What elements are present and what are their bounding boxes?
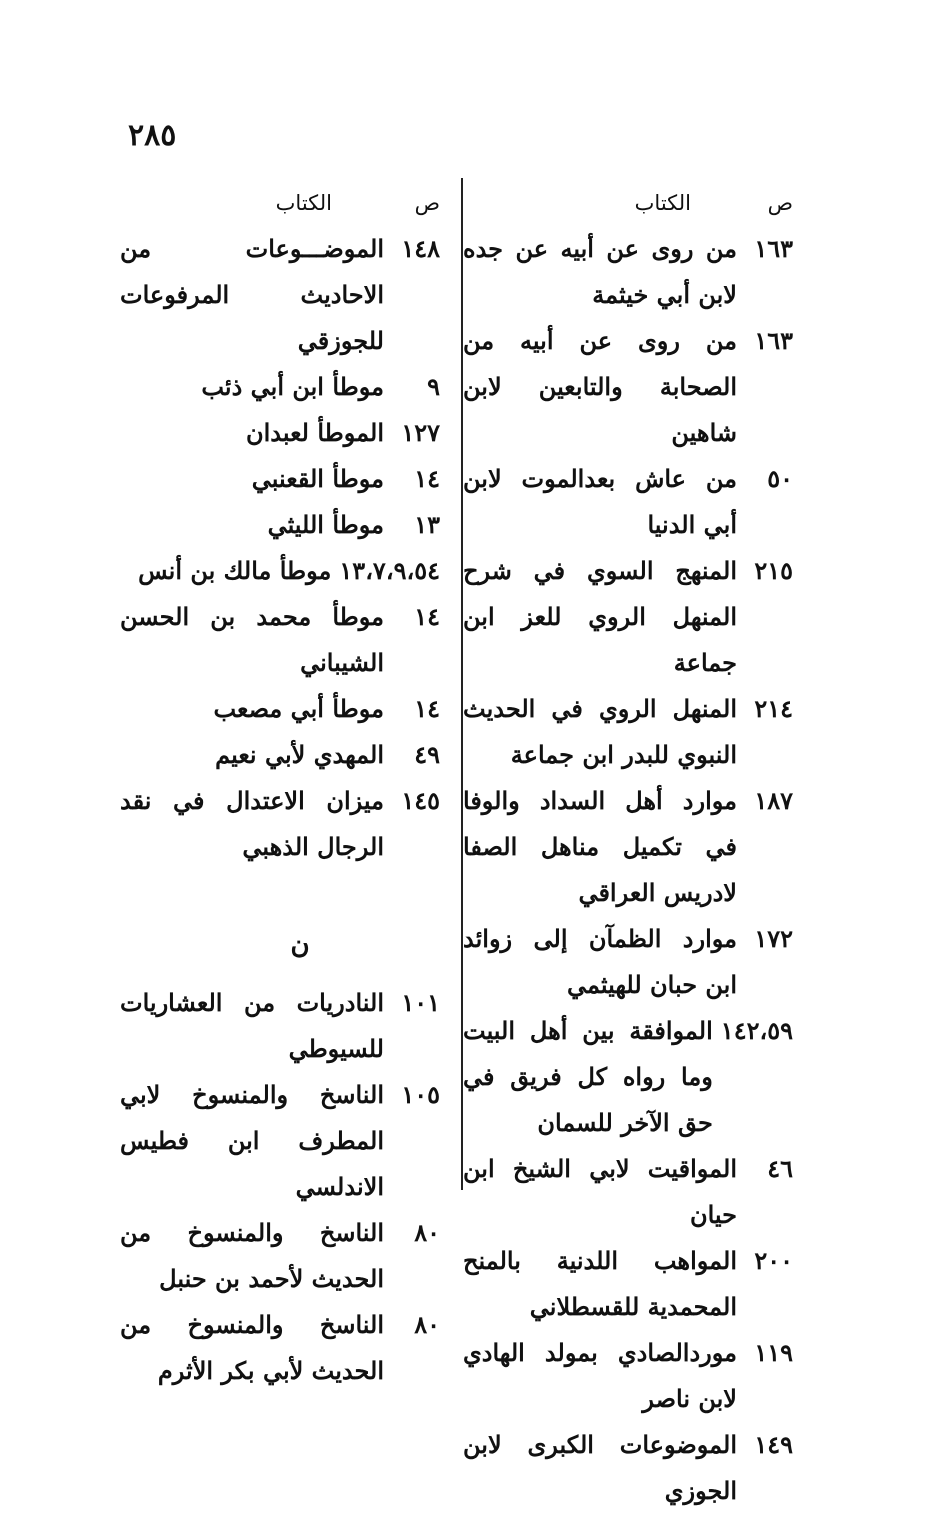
entry-page-number: ١٠٥ — [401, 1080, 440, 1109]
index-entry — [120, 226, 440, 364]
column-header — [463, 180, 793, 226]
page-number: ٢٨٥ — [128, 118, 177, 153]
entry-page-number: ١٢٧ — [401, 418, 440, 447]
index-entry — [463, 548, 793, 686]
entry-page-number: ١٣ — [414, 510, 440, 539]
entry-title: موارد الظمآن إلى زوائد ابن حبان للهيثمي — [463, 924, 737, 999]
entry-title: الموطأ لعبدان — [245, 418, 384, 447]
entry-page-number: ١٤ — [414, 694, 440, 723]
index-entry — [120, 686, 440, 732]
index-entry — [120, 732, 440, 778]
index-entry — [120, 778, 440, 870]
index-entry — [120, 456, 440, 502]
index-entry — [463, 226, 793, 318]
entry-title: موردالصادي بمولد الهادي لابن ناصر — [463, 1338, 737, 1413]
entry-page-number: ١٦٣ — [754, 234, 793, 263]
index-entry — [463, 1008, 793, 1146]
entry-title: المواقيت لابي الشيخ ابن حيان — [463, 1154, 737, 1229]
index-entry — [120, 594, 440, 686]
index-entry — [120, 364, 440, 410]
index-entry — [463, 778, 793, 916]
index-entry — [120, 1072, 440, 1210]
index-entry — [463, 456, 793, 548]
entry-page-number: ١٣،٧،٩،٥٤ — [339, 556, 440, 585]
header-book: الكتاب — [634, 191, 691, 215]
entry-title: موطأ القعنبي — [251, 464, 384, 493]
entry-title: موطأ أبي مصعب — [213, 694, 384, 723]
index-entry — [120, 502, 440, 548]
entry-title: ميزان الاعتدال في نقد الرجال الذهبي — [120, 786, 384, 861]
entry-title: موطأ محمد بن الحسن الشيباني — [120, 602, 384, 677]
entry-title: الناسخ والمنسوخ من الحديث لأحمد بن حنبل — [120, 1218, 384, 1293]
entry-page-number: ١٨٧ — [754, 786, 793, 815]
header-page: ص — [414, 191, 440, 215]
entry-page-number: ١٤٩ — [754, 1430, 793, 1459]
index-entry — [463, 1330, 793, 1422]
entry-title: المنهل الروي في الحديث النبوي للبدر ابن جماعة — [463, 694, 737, 769]
section-letter: ن — [290, 930, 310, 960]
entry-title: موطأ ابن أبي ذئب — [201, 372, 384, 401]
index-entry — [120, 1302, 440, 1394]
index-entry — [120, 548, 440, 594]
entry-page-number: ٢١٤ — [754, 694, 793, 723]
index-entry — [120, 980, 440, 1072]
entry-page-number: ٨٠ — [414, 1310, 440, 1339]
entry-title: الموضـــوعات من الاحاديث المرفوعات للجوزقي — [120, 234, 384, 355]
entry-page-number: ٩ — [427, 372, 440, 401]
index-entry — [463, 686, 793, 778]
entry-page-number: ٥٠ — [767, 464, 793, 493]
index-entry — [463, 1422, 793, 1514]
index-entry — [120, 1210, 440, 1302]
left-entries-m — [120, 226, 440, 870]
entry-page-number: ١٦٣ — [754, 326, 793, 355]
entry-page-number: ٢٠٠ — [754, 1246, 793, 1275]
entry-title: موارد أهل السداد والوفا في تكميل مناهل الصفا لادريس العراقي — [463, 786, 737, 907]
entry-title: النادريات من العشاريات للسيوطي — [120, 988, 384, 1063]
entry-page-number: ١٤٨ — [401, 234, 440, 263]
right-column — [463, 180, 793, 1514]
entry-title: المواهب اللدنية بالمنح المحمدية للقسطلاني — [463, 1246, 737, 1321]
index-entry — [463, 1146, 793, 1238]
entry-page-number: ١٤ — [414, 602, 440, 631]
entry-title: من عاش بعدالموت لابن أبي الدنيا — [463, 464, 737, 539]
entry-page-number: ١٤٢،٥٩ — [720, 1016, 793, 1045]
entry-title: الناسخ والمنسوخ لابي المطرف ابن فطيس الاندلسي — [120, 1080, 384, 1201]
index-entry — [463, 318, 793, 456]
entry-title: الناسخ والمنسوخ من الحديث لأبي بكر الأثرم — [120, 1310, 384, 1385]
entry-title: موطأ الليثي — [267, 510, 384, 539]
entry-title: المهدي لأبي نعيم — [215, 740, 384, 769]
index-entry — [463, 1238, 793, 1330]
entry-page-number: ٢١٥ — [754, 556, 793, 585]
entry-title: من روى عن أبيه عن جده لابن أبي خيثمة — [463, 234, 737, 309]
entry-title: موطأ مالك بن أنس — [138, 556, 332, 585]
entry-page-number: ١٤٥ — [401, 786, 440, 815]
entry-page-number: ١٧٢ — [754, 924, 793, 953]
entry-page-number: ١٤ — [414, 464, 440, 493]
column-header — [120, 180, 440, 226]
entry-page-number: ١١٩ — [754, 1338, 793, 1367]
entry-page-number: ٨٠ — [414, 1218, 440, 1247]
right-entries — [463, 226, 793, 1514]
entry-title: المنهج السوي في شرح المنهل الروي للعز ابن جماعة — [463, 556, 737, 677]
entry-title: من روى عن أبيه من الصحابة والتابعين لابن شاهين — [463, 326, 737, 447]
left-column — [120, 180, 440, 1394]
entry-page-number: ٤٦ — [767, 1154, 793, 1183]
entry-page-number: ٤٩ — [414, 740, 440, 769]
header-page: ص — [767, 191, 793, 215]
index-entry — [463, 916, 793, 1008]
index-entry — [120, 410, 440, 456]
entry-title: الموافقة بين أهل البيت وما رواه كل فريق في حق الآخر للسمان — [463, 1016, 713, 1137]
entry-page-number: ١٠١ — [401, 988, 440, 1017]
left-entries-n — [120, 980, 440, 1394]
entry-title: الموضوعات الكبرى لابن الجوزي — [463, 1430, 737, 1505]
header-book: الكتاب — [275, 191, 332, 215]
